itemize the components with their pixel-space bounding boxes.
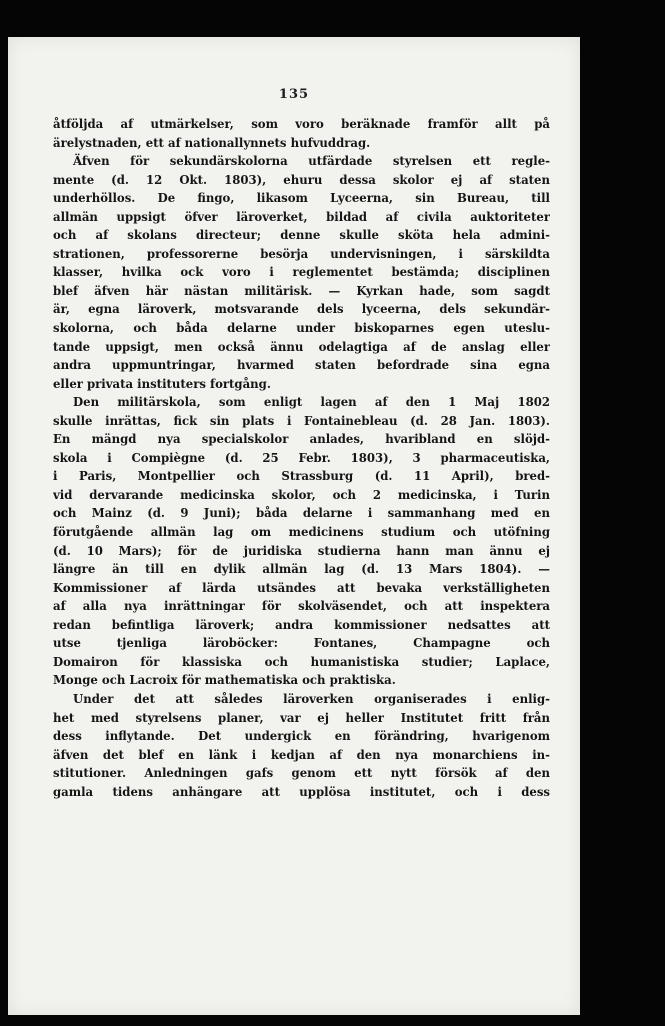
text-line: stitutioner. Anledningen gafs genom ett nytt försök af den xyxy=(53,766,550,781)
text-line: och Mainz (d. 9 Juni); båda delarne i sammanhang med en xyxy=(53,506,550,521)
text-line: underhöllos. De fingo, likasom Lyceerna, sin Bureau, till xyxy=(53,191,550,206)
text-line: åtföljda af utmärkelser, som voro beräknade framför allt på xyxy=(53,117,550,131)
text-line: tande uppsigt, men också ännu odelagtiga af de anslag eller xyxy=(53,339,550,354)
text-line: af alla nya inrättningar för skolväsendet, och att inspektera xyxy=(53,599,550,614)
text-line: strationen, professorerne besörja undervisningen, i särskildta xyxy=(53,246,550,261)
text-line: redan befintliga läroverk; andra kommissioner nedsattes att xyxy=(53,617,550,632)
text-line: blef äfven här nästan militärisk. — Kyrkan hade, som sagdt xyxy=(53,283,550,298)
text-line: Monge och Lacroix för mathematiska och praktiska. xyxy=(53,673,396,688)
text-line: Domairon för klassiska och humanistiska studier; Laplace, xyxy=(53,654,550,669)
text-line: Under det att således läroverken organiserades i enlig- xyxy=(73,691,550,706)
page-number: 135 xyxy=(278,87,310,102)
text-line: andra uppmuntringar, hvarmed staten befordrade sina egna xyxy=(53,358,550,373)
text-line: utse tjenliga läroböcker: Fontanes, Champagne och xyxy=(53,636,550,651)
text-line: i Paris, Montpellier och Strassburg (d. 11 April), bred- xyxy=(53,469,550,484)
text-line: skola i Compiègne (d. 25 Febr. 1803), 3 pharmaceutiska, xyxy=(53,450,550,465)
text-line: gamla tidens anhängare att upplösa institutet, och i dess xyxy=(53,784,550,799)
text-line: förutgående allmän lag om medicinens studium och utöfning xyxy=(53,525,550,540)
text-line: Äfven för sekundärskolorna utfärdade styrelsen ett regle- xyxy=(73,154,550,169)
text-line: het med styrelsens planer, var ej heller Institutet fritt från xyxy=(53,710,550,725)
text-line: klasser, hvilka ock voro i reglementet bestämda; disciplinen xyxy=(53,265,550,280)
text-line: eller privata instituters fortgång. xyxy=(53,376,271,391)
book-page xyxy=(8,37,580,1015)
text-line: längre än till en dylik allmän lag (d. 13 Mars 1804). — xyxy=(53,562,550,577)
body-text xyxy=(53,115,550,801)
text-line: och af skolans directeur; denne skulle sköta hela admini- xyxy=(53,228,550,243)
text-line: dess inflytande. Det undergick en förändring, hvarigenom xyxy=(53,729,550,744)
text-line: ärelystnaden, ett af nationallynnets hufvuddrag. xyxy=(53,135,371,150)
text-line: (d. 10 Mars); för de juridiska studierna hann man ännu ej xyxy=(53,543,550,558)
text-line: En mängd nya specialskolor anlades, hvaribland en slöjd- xyxy=(53,432,550,447)
text-line: allmän uppsigt öfver läroverket, bildad af civila auktoriteter xyxy=(53,209,550,224)
text-line: vid dervarande medicinska skolor, och 2 medicinska, i Turin xyxy=(53,487,550,502)
text-line: mente (d. 12 Okt. 1803), ehuru dessa skolor ej af staten xyxy=(53,172,550,187)
text-line: skulle inrättas, fick sin plats i Fontainebleau (d. 28 Jan. 1803). xyxy=(53,413,550,428)
text-line: skolorna, och båda delarne under biskoparnes egen uteslu- xyxy=(53,321,550,336)
text-line: Kommissioner af lärda utsändes att bevaka verkställigheten xyxy=(53,580,550,595)
text-line: Den militärskola, som enligt lagen af den 1 Maj 1802 xyxy=(73,395,550,410)
text-line: är, egna läroverk, motsvarande dels lyceerna, dels sekundär- xyxy=(53,302,550,317)
text-line: äfven det blef en länk i kedjan af den nya monarchiens in- xyxy=(53,747,550,762)
